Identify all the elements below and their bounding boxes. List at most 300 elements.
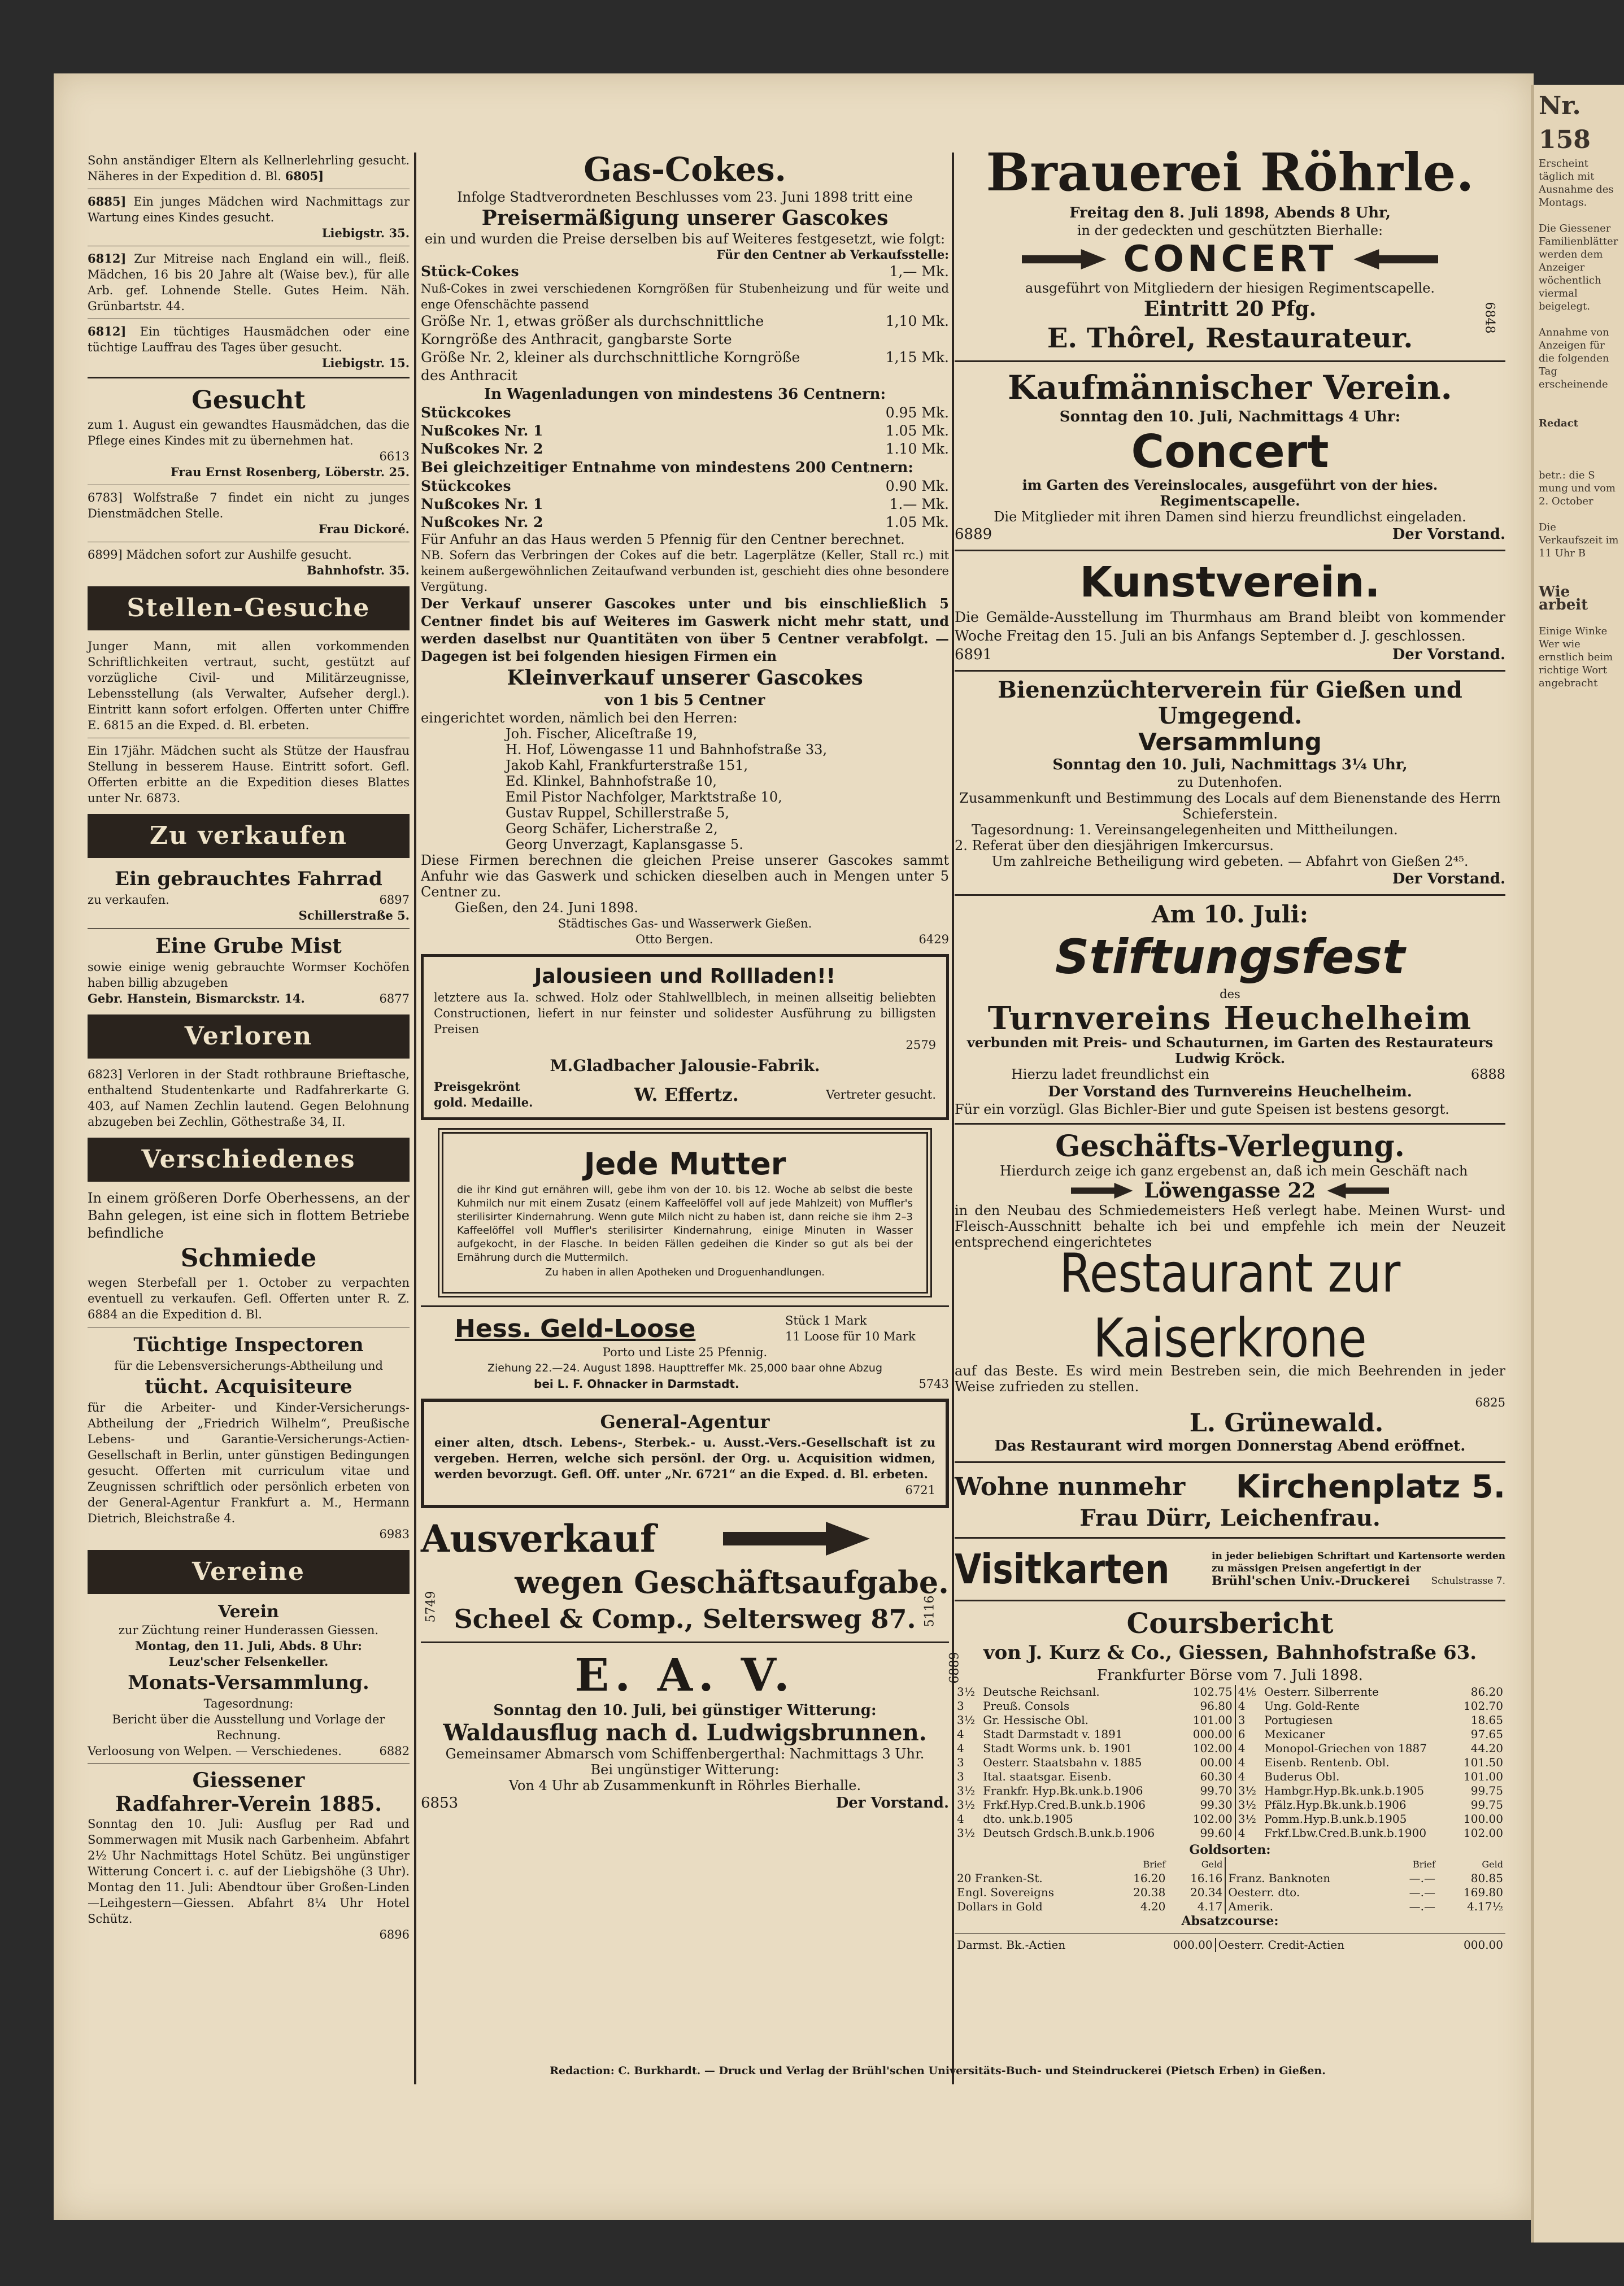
gas-h2: Preisermäßigung unserer Gascokes [481,206,889,230]
verein-place: Leuz'scher Felsenkeller. [168,1654,329,1669]
course-cell: 4⅕ [1235,1685,1262,1699]
edge-line: Erscheint täglich mit Ausnahme des Montags. [1539,158,1614,208]
gold-cell: Oesterr. dto. [1225,1886,1390,1900]
jalousie-ad [421,954,949,1120]
ad-sign: Liebigstr. 15. [321,356,410,370]
gold-cell: Amerik. [1225,1900,1390,1914]
stellen-ad-2: Ein 17jähr. Mädchen sucht als Stütze der Hausfrau Stellung in besserem Hause. Eintritt sofort. Gefl. Offerten erbitte an die Expedition dieses Blattes unter Nr. 6873. [88,744,410,805]
course-cell: Monopol-Griechen von 1887 [1264,1741,1427,1755]
bz-tag2: 2. Referat über den diesjährigen Imkercursus. [955,838,1274,854]
br-concert: CONCERT [1123,238,1337,280]
br-date: Freitag den 8. Juli 1898, Abends 8 Uhr, [1069,204,1391,221]
stellen-ad-1: Junger Mann, mit allen vorkommenden Schriftlichkeiten vertraut, sucht, gestützt auf vorzügliche Civil- und Militärzeugnisse, Lebensstellung (als Verwalter, Aufseher dergl.). Eintritt kann sofort erfolgen. Offerten unter Chiffre E. 6815 an die Exped. d. Bl. erbeten. [88,639,410,732]
gold-cell: —.— [1409,1886,1435,1899]
klein-sub: von 1 bis 5 Centner [604,692,765,709]
section-verschiedenes: Verschiedenes [88,1138,410,1182]
aus-sub: wegen Geschäftsaufgabe. [515,1564,949,1600]
gas-anfuhr: Für Anfuhr an das Haus werden 5 Pfennig für den Centner berechnet. [421,532,905,547]
gas-price-row [421,312,949,349]
fahrrad-title: Ein gebrauchtes Fahrrad [115,868,382,890]
mutter-ad [438,1128,932,1297]
verein-title: Verein [218,1602,279,1622]
course-cell: 3½ [1235,1784,1262,1798]
gold-cell: Engl. Sovereigns [957,1886,1055,1899]
column-classifieds [88,153,410,1943]
verein-date: Montag, den 11. Juli, Abds. 8 Uhr: [135,1639,362,1653]
st-des: des [1220,987,1240,1001]
st-text: verbunden mit Preis- und Schauturnen, im Garten des Restaurateurs Ludwig Kröck. [966,1034,1494,1066]
course-row [955,1756,1505,1770]
bz-sign: Der Vorstand. [1392,870,1505,887]
course-cell: Ital. staatsgar. Eisenb. [983,1770,1112,1783]
gesucht-sign: Frau Ernst Rosenberg, Löberstr. 25. [171,465,410,479]
gas-sign1: Städtisches Gas- und Wasserwerk Gießen. [558,917,812,930]
adjacent-page-edge [1531,85,1624,2243]
mist-title: Eine Grube Mist [155,934,342,958]
eav-h2: Waldausflug nach d. Ludwigsbrunnen. [443,1719,927,1746]
column-middle [421,150,949,1813]
br-place: in der gedeckten und geschützten Bierhalle: [1077,223,1383,238]
edge-line: Redact [1539,417,1578,429]
cb-absatz: Absatzcourse: [1181,1914,1279,1928]
rk-open: Das Restaurant wird morgen Donnerstag Abend eröffnet. [994,1438,1466,1455]
verein-tag-text: Bericht über die Ausstellung und Vorlage der Rechnung. [112,1713,385,1742]
gesucht-num: 6613 [379,450,410,463]
price-label: Nußcokes Nr. 1 [421,496,543,512]
jal-title: Jalousieen und Rollladen!! [534,965,836,988]
wohn-addr: Kirchenplatz 5. [1235,1469,1505,1505]
rk-num: 6825 [1475,1396,1505,1409]
course-cell: 3½ [957,1784,976,1797]
price-value: 0.95 Mk. [885,404,949,421]
gas-price-row [421,263,949,281]
gas-title: Gas-Cokes. [584,150,786,189]
st-num: 6888 [1470,1066,1505,1082]
ad-num: 6812] [88,324,127,338]
gas-200: Bei gleichzeitiger Entnahme von mindestens 200 Centnern: [421,459,914,476]
course-cell: 97.65 [1470,1727,1503,1741]
kunst-num: 6891 [955,646,992,663]
akq-num: 6983 [379,1527,410,1541]
bz-vers: Versammlung [1138,728,1322,756]
price-value: 0.90 Mk. [885,478,949,494]
kv-num: 6889 [955,526,992,543]
gas-intro: Infolge Stadtverordneten Beschlusses vom 23. Juni 1898 tritt eine [457,189,913,205]
price-value: 1,— Mk. [889,263,949,280]
gold-head-row [955,1857,1505,1871]
firm: Jakob Kahl, Frankfurterstraße 151, [506,757,748,773]
ad-text: Ein tüchtiges Hausmädchen oder eine tüchtige Lauffrau des Tages über gesucht. [88,325,410,354]
section-zu-verkaufen: Zu verkaufen [88,814,410,858]
course-cell: Oesterr. Staatsbahn v. 1885 [983,1756,1142,1769]
hess-price2: 11 Loose für 10 Mark [785,1330,916,1343]
course-cell: Mexicaner [1264,1727,1325,1741]
course-cell: 99.70 [1200,1784,1233,1797]
jal-vert: Vertreter gesucht. [826,1088,936,1101]
ad-sign: Liebigstr. 35. [321,226,410,240]
fahrrad-sub: zu verkaufen. [88,893,169,907]
bz-tag: Tagesordnung: 1. Vereinsangelegenheiten und Mittheilungen. [972,822,1398,838]
mist-text: sowie einige wenig gebrauchte Wormser Kochöfen haben billig abzugeben [88,960,410,990]
aus-title: Ausverkauf [421,1517,656,1561]
rad-title2: Radfahrer-Verein 1885. [115,1792,382,1816]
gas-num: 6429 [918,933,949,946]
course-cell: 00.00 [1200,1756,1233,1769]
course-cell: 4 [957,1741,964,1755]
course-cell: Deutsche Reichsanl. [983,1685,1100,1699]
st-invite: Hierzu ladet freundlichst ein [1011,1066,1209,1082]
bz-text: Zusammenkunft und Bestimmung des Locals auf dem Bienenstande des Herrn Schieferstein. [959,790,1501,822]
cb-boerse: Frankfurter Börse vom 7. Juli 1898. [1097,1667,1363,1684]
visit-addr: Schulstrasse 7. [1431,1575,1505,1587]
gesucht-text: zum 1. August ein gewandtes Hausmädchen, das die Pflege eines Kindes mit zu übernehmen hat. [88,418,410,447]
gold-cell: 16.16 [1190,1871,1223,1885]
course-row [955,1770,1505,1784]
jal-text: letztere aus Ia. schwed. Holz oder Stahlwellblech, in meinen allseitig beliebten Constructionen, liefert in nur feinster und solidester Ausführung zu billigsten Preisen [434,991,936,1036]
course-cell: 99.75 [1470,1784,1503,1797]
hess-loose-ad [421,1313,949,1344]
course-cell: 000.00 [1192,1727,1233,1741]
visit-title: Visitkarten [955,1545,1170,1593]
kunst-title: Kunstverein. [1079,558,1381,607]
course-cell: 3½ [957,1685,976,1699]
course-cell: Stadt Worms unk. b. 1901 [983,1741,1133,1755]
gas-price-row [421,404,949,422]
ad-6812b [88,324,410,355]
ad-6899-sign: Bahnhofstr. 35. [306,563,410,577]
bz-date: Sonntag den 10. Juli, Nachmittags 3¼ Uhr, [1052,756,1408,773]
st-date: Am 10. Juli: [1151,900,1309,928]
klein-title: Kleinverkauf unserer Gascokes [507,666,863,690]
course-cell: Buderus Obl. [1264,1770,1340,1783]
kv-text2: Die Mitglieder mit ihren Damen sind hierzu freundlichst eingeladen. [994,509,1466,525]
course-table [955,1685,1505,1840]
course-cell: Pomm.Hyp.B.unk.b.1905 [1264,1812,1407,1826]
course-cell: 99.60 [1200,1826,1233,1840]
gold-cell: Franz. Banknoten [1225,1871,1390,1886]
ad-6805 [88,153,410,184]
bz-title: Bienenzüchterverein für Gießen und Umgegend. [998,677,1462,729]
gv-title: Geschäfts-Verlegung. [1055,1129,1405,1164]
jal-name: W. Effertz. [634,1084,739,1105]
ad-text: Ein junges Mädchen wird Nachmittags zur Wartung eines Kindes gesucht. [88,195,410,224]
kv-date: Sonntag den 10. Juli, Nachmittags 4 Uhr: [1059,408,1401,425]
course-cell: 3 [1235,1713,1262,1727]
pointing-hand-icon [1022,249,1107,269]
jal-firm: M.Gladbacher Jalousie-Fabrik. [550,1056,820,1075]
gold-head-cell [955,1857,1111,1871]
course-cell: 86.20 [1470,1685,1503,1699]
gold-row [955,1886,1505,1900]
gas-unit: Für den Centner ab Verkaufsstelle: [716,247,949,262]
eav-text3: Von 4 Uhr ab Zusammenkunft in Röhrles Bierhalle. [508,1778,861,1793]
gas-price-row [421,495,949,513]
insp-sub: für die Lebensversicherungs-Abtheilung und [114,1359,383,1373]
course-cell: 3½ [957,1826,976,1840]
edge-line: Einige Winke [1539,625,1608,637]
kv-sign: Der Vorstand. [1392,526,1505,543]
rk-sign: L. Grünewald. [1189,1409,1384,1438]
course-cell: dto. unk.b.1905 [983,1812,1073,1826]
verein-sub: zur Züchtung reiner Hunderassen Giessen. [118,1623,379,1637]
akq-title: tücht. Acquisiteure [145,1375,352,1398]
pointing-hand-icon [723,1522,870,1556]
course-cell: Hambgr.Hyp.Bk.unk.b.1905 [1264,1784,1425,1797]
cb-gold-title: Goldsorten: [1189,1843,1271,1857]
klein-outro: Diese Firmen berechnen die gleichen Preise unserer Gascokes sammt Anfuhr wie das Gaswerk und schicken dieselben auch in Mengen unter 5 Centner zu. [421,852,949,900]
monats-title: Monats-Versammlung. [128,1671,369,1694]
course-cell: 102.70 [1464,1699,1503,1713]
course-cell: 4 [1235,1826,1262,1840]
course-cell: 4 [1235,1770,1262,1784]
akq-text: für die Arbeiter- und Kinder-Versicherungs-Abtheilung der „Friedrich Wilhelm“, Preußische Lebens- und Garantie-Versicherungs-Actien-Gesellschaft in Berlin, unter günstigen Bedingungen gesucht. Offerten mit curriculum vitae und Zeugnissen schriftlich oder persönlich erbeten von der General-Agentur Frankfurt a. M., Hermann Dietrich, Bleichstraße 4. [88,1401,410,1525]
st-verein: Turnvereins Heuchelheim [987,1000,1473,1037]
course-cell: 102.00 [1192,1741,1233,1755]
course-cell: 101.00 [1464,1770,1503,1783]
cb-title: Coursbericht [1126,1606,1334,1640]
course-cell: 100.00 [1464,1812,1503,1826]
course-row [955,1784,1505,1798]
wohn-name: Frau Dürr, Leichenfrau. [1079,1505,1381,1531]
gas-nb: NB. Sofern das Verbringen der Cokes auf die betr. Lagerplätze (Keller, Stall rc.) mit keinem außergewöhnlichen Zeitaufwand verbunden ist, geschieht dies ohne besondere Vergütung. [421,548,949,594]
gas-verkauf: Der Verkauf unserer Gascokes unter und bis einschließlich 5 Centner findet bis auf Weiteres im Gaswerk nicht mehr statt, und werden daselbst nur Quantitäten von über 5 Centner verabfolgt. — Dagegen ist bei folgenden hiesigen Firmen ein [421,595,949,664]
course-cell: Deutsch Grdsch.B.unk.b.1906 [983,1826,1155,1840]
course-cell: 4 [957,1812,964,1826]
st-title: Stiftungsfest [1055,929,1405,985]
eav-date: Sonntag den 10. Juli, bei günstiger Witterung: [493,1702,877,1719]
gold-cell: 20.34 [1190,1886,1223,1899]
gas-price-row [421,422,949,440]
jal-num: 2579 [905,1038,936,1052]
absatz-table [955,1938,1505,1952]
cb-last-left: Darmst. Bk.-Actien [957,1938,1066,1952]
price-value: 1.05 Mk. [885,514,949,530]
gas-intro2: ein und wurden die Preise derselben bis auf Weiteres festgesetzt, wie folgt: [424,231,946,247]
pointing-hand-icon [1327,1183,1389,1199]
cb-last-right: Oesterr. Credit-Actien [1216,1938,1433,1952]
cb-firm: von J. Kurz & Co., Giessen, Bahnhofstraße 63. [983,1641,1477,1664]
gesucht-title: Gesucht [191,386,306,415]
gas-date: Gießen, den 24. Juni 1898. [455,900,638,916]
firm: Ed. Klinkel, Bahnhofstraße 10, [506,773,717,789]
course-row [955,1727,1505,1741]
course-cell: 99.30 [1200,1798,1233,1812]
rk-title: Restaurant zur Kaiserkrone [1059,1243,1401,1370]
gv-text2: in den Neubau des Schmiedemeisters Heß verlegt habe. Meinen Wurst- und Fleisch-Ausschnitt behalte ich bei und empfehle ich mein der Neuzeit entsprechend eingerichtetes [955,1203,1505,1250]
course-cell: Stadt Darmstadt v. 1891 [983,1727,1123,1741]
price-label: Nuß-Cokes in zwei verschiedenen Korngrößen für Stubenheizung und für weite und enge Ofenschächte passend [421,282,949,311]
gold-head-cell: Brief [1143,1859,1166,1870]
klein-firms [421,726,949,852]
price-value: 1,10 Mk. [885,313,949,329]
bz-place: zu Dutenhofen. [1177,774,1283,790]
aus-firm: Scheel & Comp., Seltersweg 87. [454,1604,916,1634]
rad-text: Sonntag den 10. Juli: Ausflug per Rad und Sommerwagen mit Musik nach Garbenheim. Abfahrt 2½ Uhr Nachmittags Hotel Schütz. Bei ungünstiger Witterung Concert i. c. auf der Liebigshöhe (3 Uhr). Montag den 11. Juli: Abendtour über Großen-Linden—Leihgestern—Giessen. Abfahrt 8¼ Uhr Hotel Schütz. [88,1817,410,1926]
course-cell: 44.20 [1470,1741,1503,1755]
verein-tag-text2: Verloosung von Welpen. — Verschiedenes. [88,1744,342,1758]
price-value: 1.— Mk. [889,496,949,512]
firm: Gustav Ruppel, Schillerstraße 5, [506,805,730,821]
edge-header: Nr. 158 [1539,92,1591,154]
wohn-num: 6889 [947,1652,962,1684]
section-verloren: Verloren [88,1014,410,1059]
course-cell: Gr. Hessische Obl. [983,1713,1089,1727]
column-rule [414,153,416,2084]
gv-addr: Löwengasse 22 [1144,1179,1316,1203]
course-cell: 99.75 [1470,1798,1503,1812]
br-title: Brauerei Röhrle. [986,142,1474,203]
course-cell: 18.65 [1470,1713,1503,1727]
gold-cell: 16.20 [1133,1871,1166,1885]
cb-last-right-v: 000.00 [1464,1938,1503,1952]
price-label: Stückcokes [421,404,511,421]
insp-title: Tüchtige Inspectoren [133,1334,364,1356]
course-cell: 3½ [957,1713,976,1727]
course-cell: 3 [957,1770,964,1783]
price-value: 1.05 Mk. [885,423,949,439]
course-cell: 101.00 [1192,1713,1233,1727]
mutter-text: die ihr Kind gut ernähren will, gebe ihm von der 10. bis 12. Woche ab selbst die beste Kuhmilch nur mit einem Zusatz (einem Kaffeelöffel voll auf jede Mahlzeit) von Muffler's sterilisirter Kindernahrung. Wenn gute Milch nicht zu haben ist, dann reiche sie ihm 2–3 Kaffeelöffel voll Muffler's sterilisirter Kindernahrung, einige Minuten in Wasser aufgekocht, in der Flasche. In beiden Fällen gedeihen die Kinder so gut als bei der Ernährung durch die Muttermilch. [457,1184,913,1264]
gas-sign2: Otto Bergen. [635,933,713,946]
firm: Georg Schäfer, Licherstraße 2, [506,821,718,837]
course-row [955,1741,1505,1756]
course-cell: 102.00 [1464,1826,1503,1840]
general-agentur-ad [421,1399,949,1508]
ausverkauf-ad [421,1515,949,1636]
klein-intro: eingerichtet worden, nämlich bei den Herren: [421,710,738,726]
visit-text: in jeder beliebigen Schriftart und Kartensorte werden zu mässigen Preisen angefertigt in der [1212,1551,1505,1574]
br-by: ausgeführt von Mitgliedern der hiesigen Regimentscapelle. [1025,280,1435,296]
gas-price-row [421,349,949,385]
br-sign: E. Thôrel, Restaurateur. [1047,323,1413,354]
course-cell: Frkf.Lbw.Cred.B.unk.b.1900 [1264,1826,1427,1840]
eav-sign: Der Vorstand. [835,1795,949,1812]
course-cell: 3½ [1235,1812,1262,1826]
gold-row [955,1871,1505,1886]
aus-num: 5749 [424,1591,438,1623]
kv-concert: Concert [1131,425,1329,478]
course-cell: 4 [1235,1756,1262,1770]
course-row [955,1798,1505,1812]
course-cell: 4 [1235,1741,1262,1756]
edge-line: Wie arbeit [1539,584,1588,613]
hess-bei: bei L. F. Ohnacker in Darmstadt. [534,1377,739,1391]
edge-line: Annahme von Anzeigen für die folgenden Tag erscheinende [1539,326,1609,390]
gas-wagen: In Wagenladungen von mindestens 36 Centnern: [484,386,886,403]
price-value: 1,15 Mk. [885,349,949,365]
eav-text2: Bei ungünstiger Witterung: [590,1762,780,1778]
gold-head-cell: Geld [1482,1859,1503,1870]
mist-sign: Gebr. Hanstein, Bismarckstr. 14. [88,991,305,1005]
st-bier: Für ein vorzügl. Glas Bichler-Bier und gute Speisen ist bestens gesorgt. [955,1101,1449,1117]
price-label: Nußcokes Nr. 1 [421,423,543,439]
rk-text: auf das Beste. Es wird mein Bestreben sein, die mich Beehrenden in jeder Weise zufrieden zu stellen. [955,1363,1505,1395]
ad-text: Zur Mitreise nach England ein will., fleiß. Mädchen, 16 bis 20 Jahre alt (Waise bev.), für alle Arb. gef. Lohnende Stelle. Gutes Heim. Näh. Grünbartstr. 44. [88,252,410,313]
gold-cell: 20 Franken-St. [957,1871,1043,1885]
gold-cell: Dollars in Gold [957,1900,1043,1913]
pointing-hand-icon [1353,249,1438,269]
mutter-outro: Zu haben in allen Apotheken und Droguenhandlungen. [545,1266,825,1278]
kv-title: Kaufmännischer Verein. [1008,368,1452,407]
mutter-title: Jede Mutter [584,1146,786,1182]
course-cell: 3½ [957,1798,976,1812]
course-row [955,1685,1505,1699]
verloren-text: 6823] Verloren in der Stadt rothbraune Brieftasche, enthaltend Studentenkarte und Radfahrerkarte G. 403, auf Namen Zechlin lautend. Gegen Belohnung abzugeben bei Zechlin, Göthestraße 34, II. [88,1068,410,1129]
gen-text: einer alten, dtsch. Lebens-, Sterbek.- u. Ausst.-Vers.-Gesellschaft ist zu vergeben. Herren, welche sich persönl. der Org. u. Acquisition widmen, werden bevorzugt. Gefl. Off. unter „Nr. 6721“ an die Exped. d. Bl. erbeten. [434,1435,935,1481]
course-cell: 102.75 [1192,1685,1233,1699]
course-cell: Portugiesen [1264,1713,1333,1727]
edge-line: Wer wie ernstlich beim richtige Wort angebracht [1539,638,1613,689]
bz-text2: Um zahlreiche Betheiligung wird gebeten. — Abfahrt von Gießen 2⁴⁵. [991,854,1469,869]
course-row [955,1713,1505,1727]
course-row [955,1826,1505,1840]
gold-head-cell [1225,1857,1390,1871]
gold-cell: 4.17½ [1467,1900,1503,1913]
rad-num: 6896 [379,1928,410,1941]
st-sign: Der Vorstand des Turnvereins Heuchelheim. [1048,1083,1412,1100]
gold-cell: 169.80 [1464,1886,1503,1899]
kunst-text: Die Gemälde-Ausstellung im Thurmhaus am Brand bleibt von kommender Woche Freitag den 15. Juli an bis Anfangs September d. J. geschlossen. [955,609,1505,644]
ad-6885 [88,194,410,225]
course-cell: Eisenb. Rentenb. Obl. [1264,1756,1390,1769]
cb-last-left-v: 000.00 [1173,1938,1213,1952]
price-label: Nußcokes Nr. 2 [421,441,543,457]
edge-line: Die Verkaufszeit im 11 Uhr B [1539,521,1619,559]
course-row [955,1812,1505,1826]
course-cell: Frankfr. Hyp.Bk.unk.b.1906 [983,1784,1143,1797]
fahrrad-num: 6897 [379,893,410,907]
course-row [955,1699,1505,1713]
column-right [947,141,1505,1952]
hess-porto: Porto und Liste 25 Pfennig. [602,1346,768,1359]
ad-num: 6805] [285,169,324,183]
ad-6783: 6783] Wolfstraße 7 findet ein nicht zu junges Dienstmädchen Stelle. [88,491,410,520]
course-cell: 3½ [1235,1798,1262,1812]
hess-ziehung: Ziehung 22.—24. August 1898. Haupttreffer Mk. 25,000 baar ohne Abzug [487,1362,883,1374]
br-num: 6848 [1482,302,1497,334]
fahrrad-sign: Schillerstraße 5. [298,908,410,922]
mist-num: 6877 [379,992,410,1005]
ad-6805-text: Sohn anständiger Eltern als Kellnerlehrling gesucht. Näheres in der Expedition d. Bl. [88,154,410,183]
jal-medal: Preisgekrönt gold. Medaille. [434,1079,533,1109]
gold-cell: 20.38 [1133,1886,1166,1899]
edge-line: Die Giessener Familienblätter werden dem Anzeiger wöchentlich viermal beigelegt. [1539,223,1618,312]
course-cell: 4 [957,1727,964,1741]
firm: Georg Unverzagt, Kaplansgasse 5. [506,837,743,852]
ad-6812a [88,251,410,314]
price-label: Nußcokes Nr. 2 [421,514,543,530]
hess-title: Hess. Geld-Loose [455,1314,696,1343]
eav-num: 6853 [421,1795,459,1812]
verein-num: 6882 [379,1744,410,1758]
price-label: Stück-Cokes [421,263,519,280]
ad-6899: 6899] Mädchen sofort zur Aushilfe gesucht. [88,548,352,561]
gas-price-row [421,440,949,458]
gold-cell: —.— [1409,1900,1435,1913]
hess-price1: Stück 1 Mark [785,1314,867,1327]
section-stellen-gesuche: Stellen-Gesuche [88,586,410,630]
gold-cell: 4.20 [1140,1900,1166,1913]
schmiede-text: wegen Sterbefall per 1. October zu verpachten eventuell zu verkaufen. Gefl. Offerten unter R. Z. 6884 an die Expedition d. Bl. [88,1276,410,1321]
gold-table [955,1857,1505,1914]
gv-text: Hierdurch zeige ich ganz ergebenst an, daß ich mein Geschäft nach [1000,1163,1468,1179]
ad-6783-sign: Frau Dickoré. [318,522,410,536]
column-rule [952,153,954,2084]
course-cell: 102.00 [1192,1812,1233,1826]
course-cell: 96.80 [1200,1699,1233,1713]
course-cell: 3 [957,1756,964,1769]
gen-num: 6721 [905,1483,935,1497]
